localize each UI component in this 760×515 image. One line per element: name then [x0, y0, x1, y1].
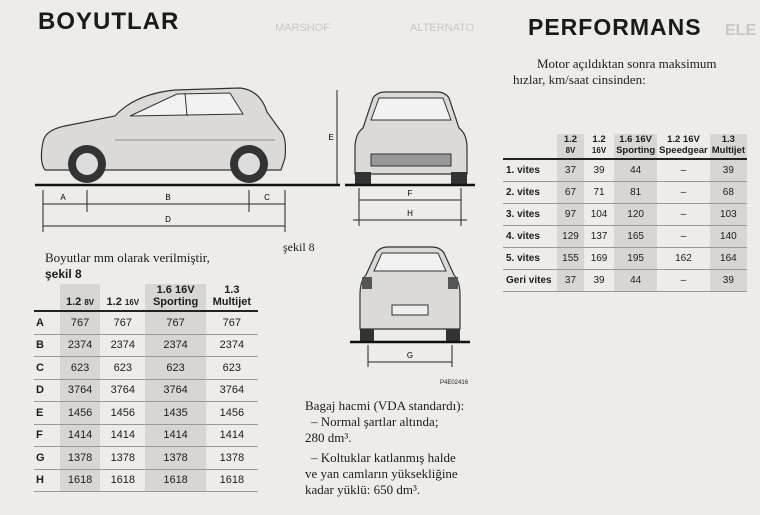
perf-table-body	[503, 159, 747, 292]
dims-cell: 1618	[145, 469, 205, 492]
dims-cell: 767	[100, 311, 145, 334]
perf-cell: 137	[584, 226, 614, 248]
dims-row-label: A	[34, 311, 60, 334]
perf-cell: 39	[584, 270, 614, 292]
perf-col-header: 1.2 16V Speedgear	[657, 134, 710, 159]
perf-row-label: 2. vites	[503, 182, 557, 204]
dims-cell: 767	[60, 311, 100, 334]
dimensions-note	[45, 250, 255, 282]
dims-row	[34, 334, 258, 357]
dims-cell: 3764	[60, 379, 100, 402]
dims-col-header: 1.3 Multijet	[206, 284, 258, 311]
dims-cell: 1378	[100, 447, 145, 470]
dims-col-header: 1.2 16V	[100, 284, 145, 311]
dim-label-a: A	[60, 193, 66, 202]
perf-cell: 37	[557, 270, 584, 292]
dims-row-label: G	[34, 447, 60, 470]
dims-row	[34, 402, 258, 425]
dims-row-label: D	[34, 379, 60, 402]
dim-label-g: G	[406, 351, 414, 360]
dims-table-body	[34, 311, 258, 492]
car-front-view-diagram	[345, 88, 475, 230]
perf-cell: 195	[614, 248, 657, 270]
dims-cell: 623	[60, 357, 100, 380]
dims-cell: 1414	[206, 424, 258, 447]
perf-cell: –	[657, 226, 710, 248]
dims-row-label: H	[34, 469, 60, 492]
perf-cell: 67	[557, 182, 584, 204]
cargo-line: ve yan camların yüksekliğine	[305, 466, 458, 481]
dims-cell: 1435	[145, 402, 205, 425]
dims-cell: 2374	[145, 334, 205, 357]
dims-cell: 2374	[206, 334, 258, 357]
car-side-view-diagram	[35, 82, 345, 242]
cargo-volume-note	[305, 398, 505, 498]
perf-cell: 37	[557, 159, 584, 182]
perf-col-header: 1.2 8V	[557, 134, 584, 159]
dims-row-label: F	[34, 424, 60, 447]
dims-cell: 1414	[100, 424, 145, 447]
perf-row	[503, 204, 747, 226]
cargo-line: 280 dm³.	[305, 430, 352, 445]
dims-row	[34, 379, 258, 402]
perf-cell: 68	[710, 182, 747, 204]
perf-cell: 97	[557, 204, 584, 226]
dim-label-c: C	[264, 193, 270, 202]
perf-cell: 81	[614, 182, 657, 204]
dims-cell: 1378	[145, 447, 205, 470]
perf-col-header: 1.2 16V	[584, 134, 614, 159]
dims-cell: 2374	[60, 334, 100, 357]
dims-cell: 1618	[100, 469, 145, 492]
dims-cell: 1414	[145, 424, 205, 447]
dims-cell: 1414	[60, 424, 100, 447]
dimensions-note-line1: Boyutlar mm olarak verilmiştir,	[45, 250, 210, 265]
perf-intro-line1: Motor açıldıktan sonra maksimum	[537, 56, 717, 71]
figure-caption: şekil 8	[283, 240, 315, 254]
dims-cell: 1456	[100, 402, 145, 425]
perf-cell: 39	[710, 159, 747, 182]
cargo-line: – Normal şartlar altında;	[311, 414, 439, 429]
dims-cell: 1378	[60, 447, 100, 470]
dims-cell: 767	[145, 311, 205, 334]
dims-cell: 3764	[206, 379, 258, 402]
dimensions-table	[34, 284, 258, 492]
perf-cell: –	[657, 204, 710, 226]
perf-row	[503, 226, 747, 248]
dim-label-d: D	[165, 215, 171, 224]
perf-row	[503, 248, 747, 270]
dims-cell: 623	[206, 357, 258, 380]
dims-cell: 3764	[145, 379, 205, 402]
dim-label-e: E	[328, 133, 334, 142]
perf-row	[503, 182, 747, 204]
dim-label-b: B	[165, 193, 171, 202]
dims-cell: 2374	[100, 334, 145, 357]
figure-code: P4E02416	[440, 380, 469, 386]
bleed-through-text: ALTERNATO	[410, 22, 475, 34]
perf-cell: –	[657, 182, 710, 204]
dims-row	[34, 469, 258, 492]
dims-cell: 623	[100, 357, 145, 380]
bleed-through-text: ELE	[725, 22, 757, 39]
dims-cell: 767	[206, 311, 258, 334]
perf-cell: 44	[614, 270, 657, 292]
perf-cell: 162	[657, 248, 710, 270]
perf-cell: 39	[710, 270, 747, 292]
performance-title: PERFORMANS	[528, 14, 702, 40]
performance-table	[503, 134, 747, 292]
cargo-line: – Koltuklar katlanmış halde	[311, 450, 456, 465]
perf-col-header: 1.6 16V Sporting	[614, 134, 657, 159]
dims-row	[34, 311, 258, 334]
perf-cell: 104	[584, 204, 614, 226]
perf-cell: 140	[710, 226, 747, 248]
perf-cell: 129	[557, 226, 584, 248]
dims-corner	[34, 284, 60, 311]
dims-cell: 3764	[100, 379, 145, 402]
perf-col-header: 1.3 Multijet	[710, 134, 747, 159]
perf-cell: 165	[614, 226, 657, 248]
dim-label-f: F	[407, 189, 413, 198]
dims-col-header: 1.6 16V Sporting	[145, 284, 205, 311]
dimensions-note-line2: şekil 8	[45, 267, 82, 281]
perf-cell: 39	[584, 159, 614, 182]
perf-corner	[503, 134, 557, 159]
dims-cell: 1378	[206, 447, 258, 470]
dims-col-header: 1.2 8V	[60, 284, 100, 311]
dims-row	[34, 424, 258, 447]
dims-cell: 1456	[60, 402, 100, 425]
perf-row-label: 3. vites	[503, 204, 557, 226]
perf-intro-line2: hızlar, km/saat cinsinden:	[513, 72, 646, 87]
perf-cell: 103	[710, 204, 747, 226]
dims-row-label: B	[34, 334, 60, 357]
cargo-line: Bagaj hacmi (VDA standardı):	[305, 398, 465, 413]
dims-row-label: E	[34, 402, 60, 425]
perf-row	[503, 159, 747, 182]
perf-cell: 44	[614, 159, 657, 182]
dims-cell: 1618	[60, 469, 100, 492]
performance-intro	[513, 56, 743, 88]
dims-cell: 1618	[206, 469, 258, 492]
dims-row-label: C	[34, 357, 60, 380]
perf-cell: –	[657, 159, 710, 182]
perf-cell: 164	[710, 248, 747, 270]
perf-cell: 169	[584, 248, 614, 270]
dims-cell: 623	[145, 357, 205, 380]
dims-row	[34, 447, 258, 470]
perf-row-label: 1. vites	[503, 159, 557, 182]
perf-row-label: 5. vites	[503, 248, 557, 270]
perf-cell: –	[657, 270, 710, 292]
dims-cell: 1456	[206, 402, 258, 425]
perf-cell: 155	[557, 248, 584, 270]
perf-cell: 71	[584, 182, 614, 204]
perf-row-label: Geri vites	[503, 270, 557, 292]
car-rear-view-diagram	[350, 245, 470, 375]
dimensions-title: BOYUTLAR	[38, 8, 180, 35]
bleed-through-text: MARSHOF	[275, 22, 330, 34]
perf-row	[503, 270, 747, 292]
perf-row-label: 4. vites	[503, 226, 557, 248]
dim-label-h: H	[407, 209, 413, 218]
perf-cell: 120	[614, 204, 657, 226]
dims-row	[34, 357, 258, 380]
cargo-line: kadar yüklü: 650 dm³.	[305, 482, 421, 497]
